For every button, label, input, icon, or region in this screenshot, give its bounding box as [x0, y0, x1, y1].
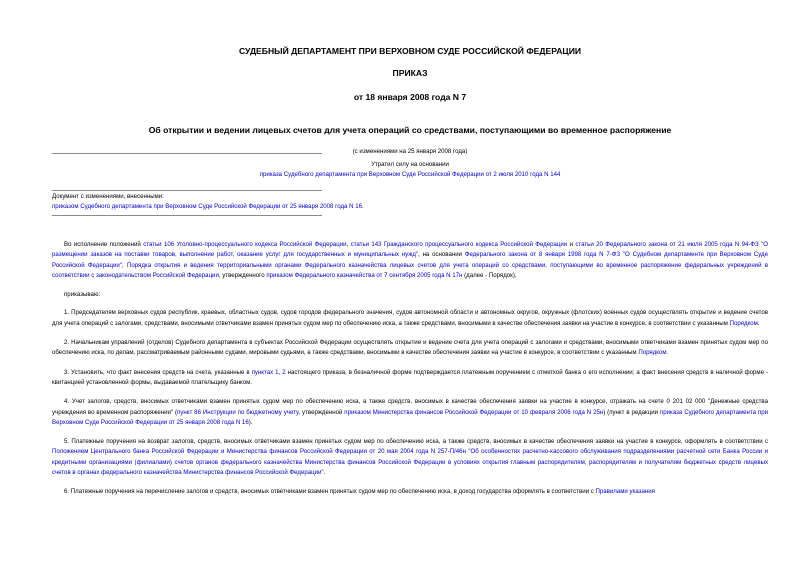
document-page: [52, 40, 769, 496]
lost-force-block: [52, 153, 768, 180]
link[interactable]: Положением Центрального банка Российской Федерации и Министерства финансов Российской Федерации от 20 мая 2004 года N 257-П/46н "Об особенностях расчетно-кассового обслуживания подразделениями расчетной сети Банка России и кредитными организациями (филиалами) счетов органов федерального казначейства Министерства финансов Российской Федерации в условиях открытия главным распорядителям, распорядителям и получателям бюджетных средств лицевых счетов в органах федерального казначейства Министерства финансов Российской Федерации": [52, 448, 768, 477]
text: .: [757, 319, 760, 327]
text: 3. Установить, что факт внесения средств на счета, указанные в: [64, 368, 252, 376]
text: 1. Председателям верховных судов республик, краевых, областных судов, судов городов федерального значения, судов автономной области и автономных округов, окружных (флотских) военных судов осуществлять открытие и ведение счетов для учета операций с залогами, средствами, вносимыми ответчиками взамен принятых судом мер по обеспечению иска, а также средствами, вносимыми в качестве обеспечения заявки на участие в конкурсе, в соответствии с указанным: [52, 309, 768, 327]
document-type: ПРИКАЗ: [392, 68, 428, 78]
text: ,: [346, 241, 351, 248]
link[interactable]: Правилами указания: [595, 488, 655, 496]
text: , на основании: [418, 251, 465, 259]
link[interactable]: пунктах 1: [251, 368, 279, 376]
amending-docs-label: Документ с изменениями, внесенными:: [52, 193, 164, 200]
document-body: [52, 240, 768, 507]
link[interactable]: статьи 20 Федерального закона от 21 июля 2005 года N 94-ФЗ "О размещении заказов на поставки товаров, выполнение работ, оказание услуг для государственных и муниципальных нужд": [52, 241, 769, 259]
divider: [52, 215, 322, 216]
amending-docs-tail: .: [362, 203, 364, 210]
intro-paragraph: [52, 240, 768, 281]
text: .: [666, 349, 669, 357]
link[interactable]: приказом Министерства финансов Российской Федерации от 10 февраля 2006 года N 25н: [344, 408, 604, 416]
paragraph-3: [52, 368, 768, 389]
paragraph-6: [52, 487, 768, 497]
divider: [52, 153, 322, 154]
text: ) (пункт в редакции: [603, 408, 660, 416]
lost-force-text: Утратил силу на основании: [371, 161, 449, 168]
text: Во исполнение положений: [64, 241, 144, 248]
paragraph-1: [52, 308, 768, 329]
link[interactable]: Федерального закона от 8 января 1998 года N 7-ФЗ "О Судебном департаменте при Верховном Суде Российской Федерации": [52, 251, 768, 269]
text: ).: [248, 418, 253, 426]
link[interactable]: приказа Судебного департамента при Верховном Суде Российской Федерации от 25 января 2008 года N 16: [52, 408, 769, 426]
text: , утвержденного: [218, 271, 267, 279]
amending-docs-block: [52, 190, 768, 216]
document-date-number: от 18 января 2008 года N 7: [353, 92, 467, 102]
link[interactable]: Порядка открытия и ведения территориальными органами Федерального казначейства лицевых счетов для учета операций со средствами, поступающими во временное распоряжение федеральных учреждений в соответствии с законодательством Российской Федерации: [52, 261, 768, 279]
text: .: [323, 469, 326, 477]
paragraph-5: [52, 437, 768, 478]
divider: [52, 190, 322, 191]
paragraph-2: [52, 338, 768, 359]
text: ,: [122, 261, 127, 269]
amending-docs-link[interactable]: приказом Судебного департамента при Верховном Суде Российской Федерации от 25 января 2008 года N 16: [52, 203, 362, 210]
text: (далее - Порядок),: [462, 271, 517, 279]
link[interactable]: статьи 106 Уголовно-процессуального кодекса Российской Федерации: [143, 241, 347, 248]
text: 6. Платежные поручения на перечисление залогов и средств, вносимых ответчиками взамен принятых судом мер по обеспечению иска, в доход государства оформлять в соответствии с: [64, 488, 596, 496]
text: и: [567, 241, 576, 248]
link[interactable]: приказом Федерального казначейства от 7 сентября 2005 года N 17н: [266, 271, 463, 279]
paragraph-4: [52, 397, 768, 428]
lost-force-line: [52, 170, 768, 180]
link[interactable]: Порядком: [729, 319, 758, 327]
order-word: приказываю:: [64, 291, 101, 299]
link[interactable]: 2: [282, 368, 286, 376]
organization-heading: СУДЕБНЫЙ ДЕПАРТАМЕНТ ПРИ ВЕРХОВНОМ СУДЕ РОССИЙСКОЙ ФЕДЕРАЦИИ: [238, 46, 582, 56]
amending-docs-line: [52, 202, 768, 212]
text: , утвержденной: [298, 408, 345, 416]
text: 5. Платежные поручения на возврат залогов, средств, вносимых ответчиками взамен принятых судом мер по обеспечению иска, а также средств, вносимых в качестве обеспечения заявки на участие в конкурсе, оформлять в соответствии с: [64, 438, 768, 446]
document-title: Об открытии и ведении лицевых счетов для учета операций со средствами, поступающими во временное распоряжение: [148, 125, 672, 135]
link[interactable]: Порядком: [638, 349, 667, 357]
amendments-note: (с изменениями на 25 января 2008 года): [352, 148, 468, 155]
link[interactable]: пункт 86 Инструкции по бюджетному учету: [177, 408, 299, 416]
lost-force-link[interactable]: приказа Судебного департамента при Верховном Суде Российской Федерации от 2 июля 2010 года N 144: [259, 171, 561, 178]
text: 4. Учет залогов, средств, вносимых ответчиками взамен принятых судом мер по обеспечению иска, а также средств, вносимых в качестве обеспечения заявки на участие в конкурсе, отражать на счете 0 201 02 000 "Денежные средства учреждения во временном распоряжении" (: [52, 398, 768, 416]
text: ,: [278, 368, 283, 376]
text: 2. Начальникам управлений (отделов) Судебного департамента в субъектах Российской Федерации осуществлять открытие и ведение счета для учета операций с залогами и средствами, вносимыми ответчиками взамен принятых судом мер по обеспечению иска, по делам, рассматриваемым районными судами, мировыми судьями, а также средствами, вносимыми в качестве обеспечения заявки на участие в конкурсе, в соответствии с указанным: [52, 339, 768, 357]
text: настоящего приказа, в безналичной форме подтверждается платежным поручением с отметкой банка о его исполнении; а факт внесения средств в наличной форме - квитанцией установленной формы, выдаваемой плательщику банком.: [52, 368, 769, 386]
link[interactable]: статьи 143 Гражданского процессуального кодекса Российской Федерации: [350, 241, 568, 248]
